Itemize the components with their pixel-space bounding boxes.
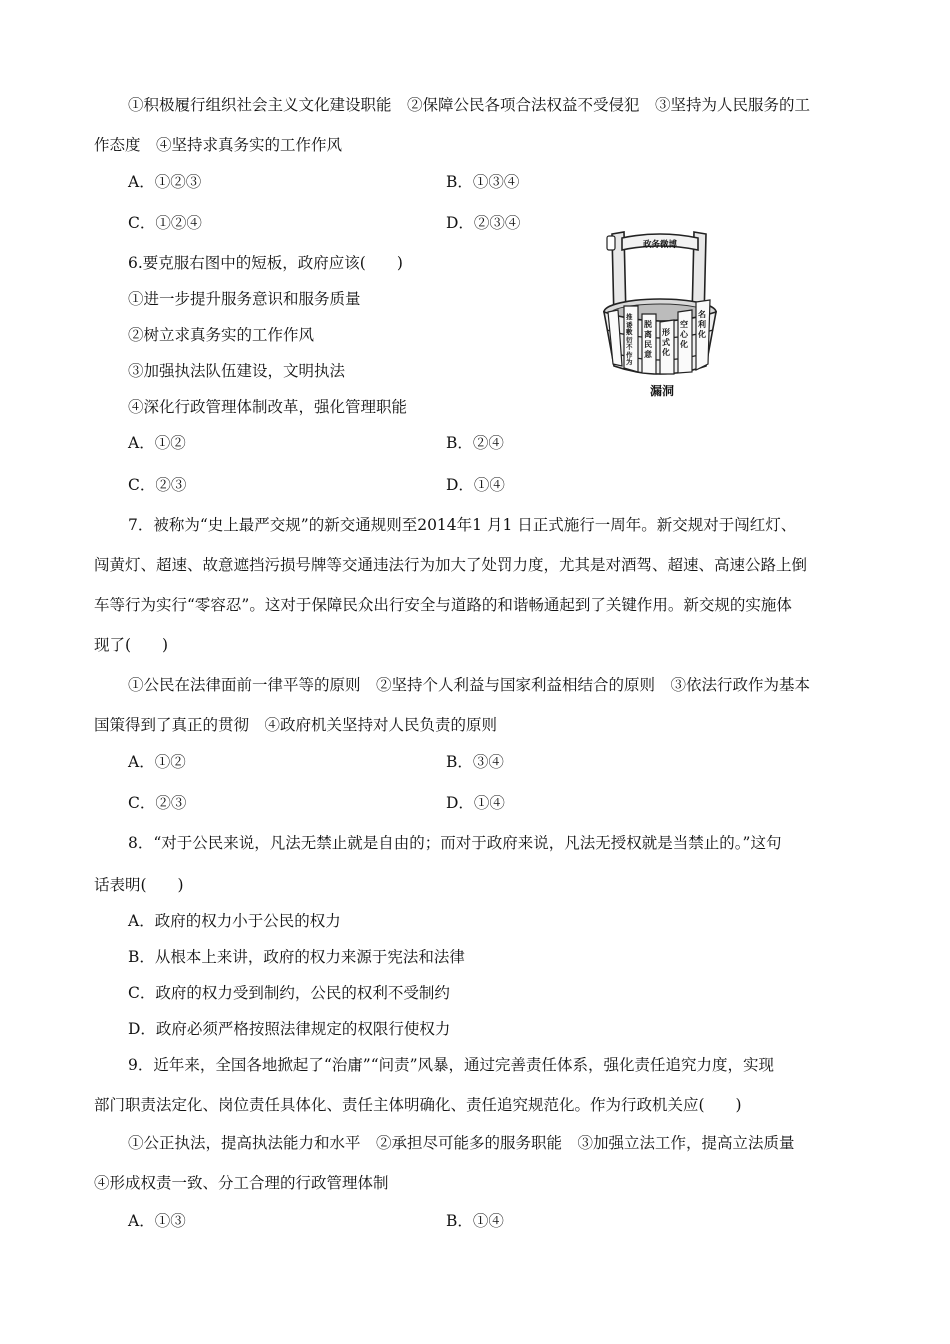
stave-label-2: 脱离民意 (644, 320, 652, 359)
q7-option-d: D．①④ (446, 794, 505, 812)
q5-option-a: A．①②③ (128, 173, 202, 191)
q8-text-line1: 8．“对于公民来说，凡法无禁止就是自由的；而对于政府来说，凡法无授权就是当禁止的。”这句 (128, 834, 782, 852)
q8-option-d: D．政府必须严格按照法律规定的权限行使权力 (128, 1020, 451, 1038)
q9-text-line1: 9．近年来，全国各地掀起了“治庸”“问责”风暴，通过完善责任体系，强化责任追究力度，实现 (128, 1056, 775, 1074)
q7-text-line4: 现了( ) (94, 636, 169, 654)
q6-option-b: B．②④ (446, 434, 504, 452)
q9-option-a: A．①③ (128, 1212, 186, 1230)
q9-statements-line1: ①公正执法，提高执法能力和水平 ②承担尽可能多的服务职能 ③加强立法工作，提高立法质量 (128, 1134, 795, 1152)
q7-option-c: C．②③ (128, 794, 187, 812)
q7-text-line3: 车等行为实行“零容忍”。这对于保障民众出行安全与道路的和谐畅通起到了关键作用。新交规的实施体 (94, 596, 792, 614)
q8-text-line2: 话表明( ) (94, 876, 184, 894)
stave-label-5: 名利化 (698, 310, 706, 339)
q5-statements-line2: 作态度 ④坚持求真务实的工作作风 (94, 136, 343, 154)
q7-text-line2: 闯黄灯、超速、故意遮挡污损号牌等交通违法行为加大了处罚力度，尤其是对酒驾、超速、高速公路上倒 (94, 556, 808, 574)
q6-statement-1: ①进一步提升服务意识和服务质量 (128, 290, 361, 308)
q7-statements-line1: ①公民在法律面前一律平等的原则 ②坚持个人利益与国家利益相结合的原则 ③依法行政作为基本 (128, 676, 811, 694)
stave-label-1: 推诿敷衍不作为 (626, 313, 633, 366)
q6-statement-4: ④深化行政管理体制改革，强化管理职能 (128, 398, 408, 416)
q5-option-d: D．②③④ (446, 214, 521, 232)
q6-statement-2: ②树立求真务实的工作作风 (128, 326, 315, 344)
leaky-bucket-figure (594, 226, 730, 402)
q5-option-b: B．①③④ (446, 173, 520, 191)
q9-statements-line2: ④形成权责一致、分工合理的行政管理体制 (94, 1174, 389, 1192)
q9-text-line2: 部门职责法定化、岗位责任具体化、责任主体明确化、责任追究规范化。作为行政机关应( ) (94, 1096, 742, 1114)
q8-option-b: B．从根本上来讲，政府的权力来源于宪法和法律 (128, 948, 465, 966)
q6-option-c: C．②③ (128, 476, 187, 494)
q7-text-line1: 7．被称为“史上最严交规”的新交通规则至2014年1 月1 日正式施行一周年。新交规对于闯红灯、 (128, 516, 797, 534)
q5-option-c: C．①②④ (128, 214, 202, 232)
figure-caption: 漏洞 (649, 384, 674, 398)
q8-option-c: C．政府的权力受到制约，公民的权利不受制约 (128, 984, 450, 1002)
q7-option-b: B．③④ (446, 753, 504, 771)
q8-option-a: A．政府的权力小于公民的权力 (128, 912, 341, 930)
q6-option-a: A．①② (128, 434, 186, 452)
stave-label-3: 形式化 (662, 328, 670, 357)
q7-option-a: A．①② (128, 753, 186, 771)
stave-label-4: 空心化 (680, 320, 688, 349)
q7-statements-line2: 国策得到了真正的贯彻 ④政府机关坚持对人民负责的原则 (94, 716, 498, 734)
q6-stem: 6.要克服右图中的短板，政府应该( ) (128, 254, 403, 272)
q6-option-d: D．①④ (446, 476, 505, 494)
q5-statements-line1: ①积极履行组织社会主义文化建设职能 ②保障公民各项合法权益不受侵犯 ③坚持为人民服务的工 (128, 96, 811, 114)
q6-statement-3: ③加强执法队伍建设，文明执法 (128, 362, 346, 380)
bucket-top-label: 政务微博 (642, 240, 678, 250)
q9-option-b: B．①④ (446, 1212, 504, 1230)
